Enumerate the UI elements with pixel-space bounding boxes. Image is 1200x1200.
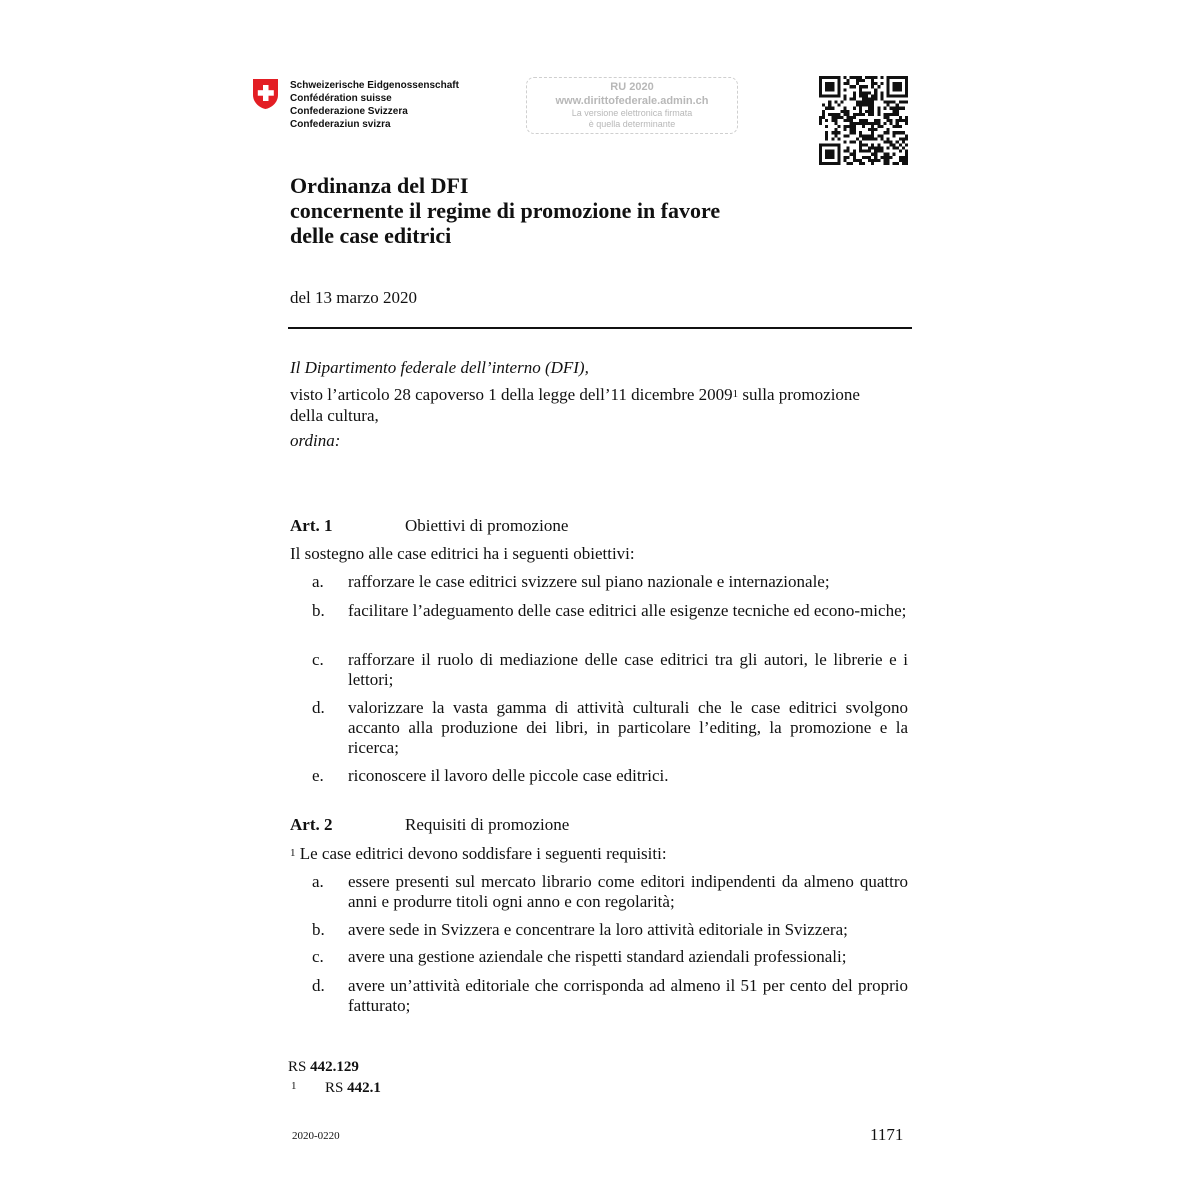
- title-line-2: concernente il regime di promozione in favore: [290, 198, 721, 223]
- list-text: rafforzare il ruolo di mediazione delle case editrici tra gli autori, le librerie e i lettori;: [348, 650, 908, 689]
- preamble-basis: [290, 385, 860, 405]
- list-letter: b.: [312, 920, 325, 939]
- preamble-basis-text-2: sulla promozione: [738, 385, 860, 404]
- paragraph-number: 1: [290, 847, 296, 859]
- title-line-1: Ordinanza del DFI: [290, 173, 469, 198]
- list-letter: e.: [312, 766, 324, 785]
- stamp-note-line1: La versione elettronica firmata: [571, 108, 693, 118]
- list-text: avere una gestione aziendale che rispetti standard aziendali professionali;: [348, 947, 847, 966]
- article-title: Obiettivi di promozione: [405, 516, 569, 535]
- swiss-cross-icon: [252, 78, 279, 110]
- preamble-authority: Il Dipartimento federale dell’interno (DFI),: [290, 358, 589, 377]
- footnote-rs-label: RS: [325, 1080, 348, 1096]
- title-divider: [288, 327, 912, 329]
- list-text: avere un’attività editoriale che corrisponda ad almeno il 51 per cento del proprio fatturato;: [348, 976, 908, 1015]
- stamp-collection: RU 2020: [610, 81, 654, 93]
- confederation-name-de: Schweizerische Eidgenossenschaft: [290, 80, 459, 91]
- list-text: valorizzare la vasta gamma di attività culturali che le case editrici svolgono accanto alla produzione dei libri, in particolare l’editing, la promozione e la ricerca;: [348, 698, 908, 757]
- qr-code-icon: [819, 76, 908, 165]
- stamp-note-line2: è quella determinante: [588, 119, 676, 129]
- document-title: [290, 173, 720, 248]
- footnote-number: 1: [291, 1080, 297, 1092]
- article-1-heading: [290, 516, 568, 536]
- list-letter: b.: [312, 601, 325, 620]
- list-letter: a.: [312, 572, 324, 591]
- article-title: Requisiti di promozione: [405, 815, 570, 834]
- confederation-names: [290, 79, 459, 131]
- title-line-3: delle case editrici: [290, 223, 452, 248]
- preamble-ordains: ordina:: [290, 431, 341, 450]
- confederation-name-rm: Confederaziun svizra: [290, 119, 391, 130]
- preamble-basis-line2: della cultura,: [290, 406, 379, 425]
- article-2-intro: [290, 844, 667, 864]
- rs-number: [288, 1059, 359, 1076]
- footnote-ref[interactable]: 1: [732, 388, 739, 400]
- rs-value: 442.129: [310, 1059, 359, 1075]
- list-text: riconoscere il lavoro delle piccole case editrici.: [348, 766, 669, 785]
- rs-label: RS: [288, 1059, 311, 1075]
- footnote: [291, 1080, 381, 1097]
- article-2-heading: [290, 815, 569, 835]
- page-number: 1171: [870, 1125, 904, 1144]
- article-1-intro: Il sostegno alle case editrici ha i seguenti obiettivi:: [290, 544, 635, 563]
- list-letter: c.: [312, 947, 324, 966]
- confederation-name-it: Confederazione Svizzera: [290, 106, 408, 117]
- footnote-rs-value: 442.1: [347, 1080, 381, 1096]
- list-text: rafforzare le case editrici svizzere sul piano nazionale e internazionale;: [348, 572, 830, 591]
- list-letter: c.: [312, 650, 324, 669]
- list-text: avere sede in Svizzera e concentrare la loro attività editoriale in Svizzera;: [348, 920, 848, 939]
- list-letter: d.: [312, 976, 325, 995]
- preamble-basis-text: visto l’articolo 28 capoverso 1 della legge dell’11 dicembre 2009: [290, 385, 733, 404]
- article-number: Art. 1: [290, 516, 333, 535]
- list-letter: d.: [312, 698, 325, 717]
- article-2-intro-text: Le case editrici devono soddisfare i seguenti requisiti:: [295, 844, 667, 863]
- article-number: Art. 2: [290, 815, 333, 834]
- official-publication-stamp: [526, 77, 738, 134]
- document-date: del 13 marzo 2020: [290, 288, 417, 307]
- list-text: facilitare l’adeguamento delle case editrici alle esigenze tecniche ed econo-miche;: [348, 601, 907, 620]
- list-text: essere presenti sul mercato librario come editori indipendenti da almeno quattro anni e produrre titoli ogni anno e con regolarità;: [348, 872, 908, 911]
- confederation-name-fr: Confédération suisse: [290, 93, 392, 104]
- document-code: 2020-0220: [292, 1130, 340, 1142]
- list-letter: a.: [312, 872, 324, 891]
- stamp-url: www.dirittofederale.admin.ch: [555, 95, 709, 107]
